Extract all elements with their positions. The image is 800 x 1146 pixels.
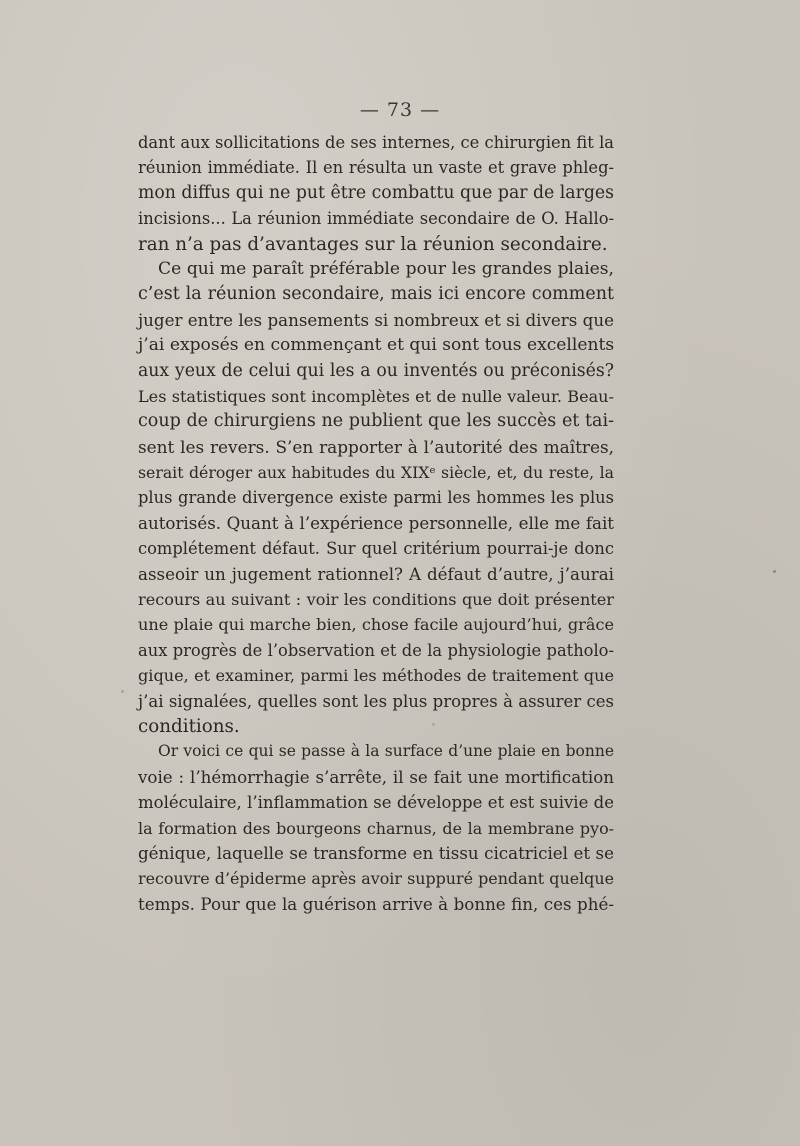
text-line: une plaie qui marche bien, chose facile aujourd’hui, grâce [138,615,614,635]
text-line: autorisés. Quant à l’expérience personnelle, elle me fait [138,512,614,533]
text-line: juger entre les pansements si nombreux et si divers que [138,309,614,330]
text-line: conditions. [138,715,240,737]
text-line: la formation des bourgeons charnus, de la membrane pyo- [138,818,614,838]
text-line: Les statistiques sont incomplètes et de nulle valeur. Beau- [138,386,614,406]
text-line: ran n’a pas d’avantages sur la réunion secondaire. [138,233,608,255]
page-number: — 73 — [359,99,441,121]
text-line: sent les revers. S’en rapporter à l’autorité des maîtres, [138,436,614,457]
text-line: réunion immédiate. Il en résulta un vaste et grave phleg- [138,158,614,178]
text-line: Or voici ce qui se passe à la surface d’une plaie en bonne [158,742,614,761]
text-line: moléculaire, l’inflammation se développe et est suivie de [138,793,614,813]
text-line: dant aux sollicitations de ses internes, ce chirurgien fit la [138,133,614,152]
body-text [138,130,614,917]
text-line: plus grande divergence existe parmi les hommes les plus [138,488,614,508]
text-line: incisions... La réunion immédiate secondaire de O. Hallo- [138,209,614,229]
text-line: j’ai exposés en commençant et qui sont tous excellents [138,335,615,356]
text-line: c’est la réunion secondaire, mais ici encore comment [138,284,614,305]
text-line: j’ai signalées, quelles sont les plus propres à assurer ces [138,691,614,711]
text-line: recours au suivant : voir les conditions que doit présenter [138,590,614,610]
text-line: serait déroger aux habitudes du XIXᵉ siècle, et, du reste, la [138,463,614,483]
text-line: recouvre d’épiderme après avoir suppuré pendant quelque [138,869,614,889]
text-line: complétement défaut. Sur quel critérium pourrai-je donc [138,539,614,559]
text-line: gique, et examiner, parmi les méthodes de traitement que [138,666,614,686]
text-line: mon diffus qui ne put être combattu que par de larges [138,182,615,203]
text-line: aux progrès de l’observation et de la physiologie patholo- [138,640,614,660]
text-line: temps. Pour que la guérison arrive à bonne fin, ces phé- [138,893,614,914]
paper-speck [121,690,124,693]
text-line: voie : l’hémorrhagie s’arrête, il se fait une mortification [138,766,614,787]
text-line: aux yeux de celui qui les a ou inventés ou préconisés? [138,360,614,381]
text-line: génique, laquelle se transforme en tissu cicatriciel et se [138,842,614,863]
text-line: asseoir un jugement rationnel? A défaut d’autre, j’aurai [138,563,614,584]
paper-speck [773,570,776,573]
text-line: Ce qui me paraît préférable pour les grandes plaies, [158,258,614,279]
text-line: coup de chirurgiens ne publient que les succès et tai- [138,411,614,432]
paper-speck [432,723,435,726]
